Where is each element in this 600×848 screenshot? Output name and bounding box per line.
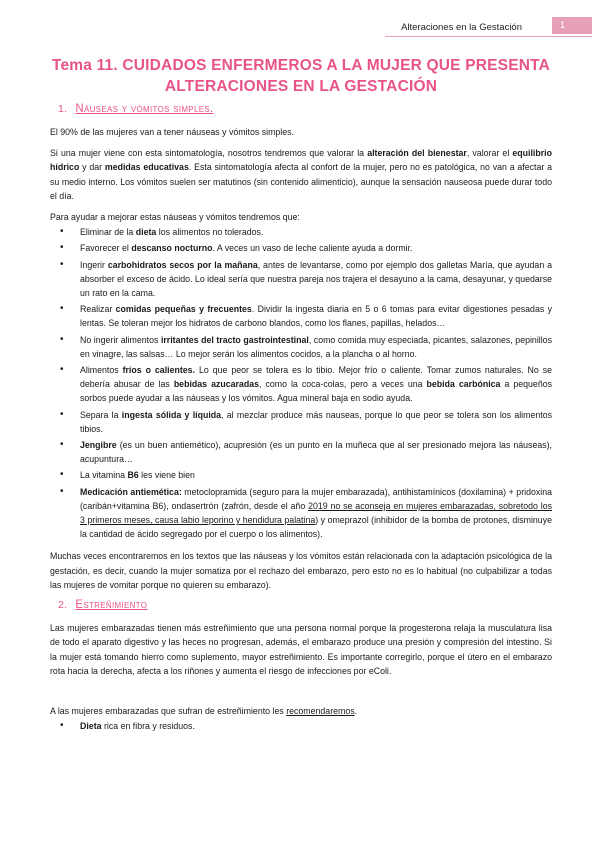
page-header [0,0,600,40]
header-title: Alteraciones en la Gestación [401,22,522,33]
list-item: • Favorecer el descanso nocturno. A veces un vaso de leche caliente ayuda a dormir. [50,241,552,255]
list-item: • Dieta rica en fibra y residuos. [50,719,552,733]
section-number: 2. [58,599,68,612]
section-title: Estreñimiento [75,599,148,612]
list-item: • Separa la ingesta sólida y líquida, al mezclar produce más nauseas, porque lo que peor se tolera son los alimentos tibios. [50,408,552,436]
section-heading-2 [58,599,552,611]
list-item: • No ingerir alimentos irritantes del tracto gastrointestinal, como comida muy especiada, picantes, salazones, pepinillos en vinagre, las salsas… Lo mejor serán los alimentos cocidos, a la plancha o al horno. [50,333,552,361]
header-divider [385,36,592,37]
list-item: • Eliminar de la dieta los alimentos no tolerados. [50,225,552,239]
page-number: 1 [552,17,592,34]
list-item: • Alimentos fríos o calientes. Lo que peor se tolera es lo tibio. Mejor frío o caliente. Tomar zumos naturales. No se debería abusar de las bebidas azucaradas, como la coca-colas, pero a veces una bebida carbónica a pequeños sorbos puede ayudar a las náuseas y los vómitos. Agua mineral baja en sodio ayuda. [50,363,552,406]
list-item: • Medicación antiemética: metoclopramida (seguro para la mujer embarazada), antihistamínicos (doxilamina) + pridoxina (caribán+vitamina B6), ondasertrón (zafrón, desde el año 2019 no se aconseja en mujeres embarazadas, sobretodo los 3 primeros meses, causa labio leporino y hendidura palatina) y omeprazol (inhibidor de la bomba de protones, disminuye la cantidad de ácido segregado por el cuerpo o los alimentos). [50,485,552,542]
paragraph: A las mujeres embarazadas que sufran de estreñimiento les recomendaremos. [50,705,358,716]
section-title: Náuseas y vómitos simples. [75,103,214,115]
list-item: • Realizar comidas pequeñas y frecuentes. Dividir la ingesta diaria en 5 o 6 tomas para evitar digestiones pesadas y lentas. Se toleran mejor los hidratos de carbono blandos, como los flanes, papillas, helados… [50,302,552,330]
section-heading-1 [58,103,552,115]
list-item: • Ingerir carbohidratos secos por la mañana, antes de levantarse, como por ejemplo dos galletas María, que ayudan a absorber el exceso de ácido. Lo ideal sería que nuestra pareja nos trajera el desayuno a la cama, desayunar, y quedarse un rato en la cama. [50,258,552,301]
bullet-list [50,719,552,733]
section-number: 1. [58,103,68,115]
document-body [50,55,552,741]
paragraph: Muchas veces encontraremos en los textos que las náuseas y los vómitos están relacionada con la adaptación psicológica de la gestación, es decir, cuando la mujer somatiza por el rechazo del embarazo, pero esto no es lo habitual (no culpabilizar a todas las mujeres de vomitar porque no quieren su embarazo). [50,551,552,590]
paragraph: El 90% de las mujeres van a tener náuseas y vómitos simples. [50,127,294,137]
paragraph: Para ayudar a mejorar estas náuseas y vómitos tendremos que: [50,212,300,223]
bullet-list [50,225,552,541]
paragraph: Las mujeres embarazadas tienen más estreñimiento que una persona normal porque la progesterona relaja la musculatura lisa de todo el aparato digestivo y las heces no progresan, además, el embarazo produce una presión y compresión del intestino. Si la mujer está tomando hierro como suplemento, mayor estreñimiento. Es importante corregirlo, porque el útero en el embarazo rota hacia la derecha, afecta a los riñones y aumenta el riesgo de infecciones por eColi. [50,623,552,676]
list-item: • Jengibre (es un buen antiemético), acupresión (es un punto en la muñeca que al ser presionado mejora las náuseas), acupuntura… [50,438,552,466]
list-item: • La vitamina B6 les viene bien [50,468,552,482]
paragraph: Si una mujer viene con esta sintomatología, nosotros tendremos que valorar la alteración del bienestar, valorar el equilibrio hídrico y dar medidas educativas. Esta sintomatología afecta al confort de la mujer, pero no es patológica, no van a afectar a su medio interno. Los vómitos suelen ser matutinos (sin contenido alimenticio), aunque la sensación nauseosa puede durar todo el día. [50,148,553,201]
document-title: Tema 11. CUIDADOS ENFERMEROS A LA MUJER QUE PRESENTA ALTERACIONES EN LA GESTACIÓN [51,57,551,95]
